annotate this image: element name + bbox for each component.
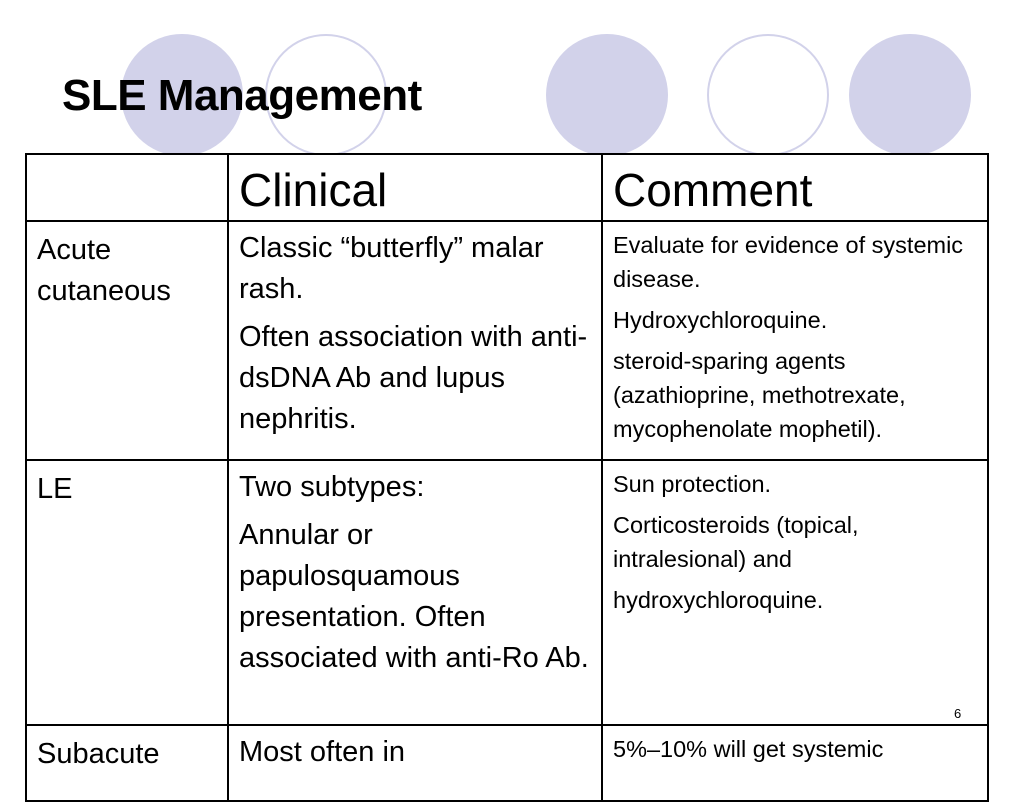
comment-text: steroid-sparing agents (azathioprine, methotrexate, mycophenolate mophetil). bbox=[613, 348, 906, 442]
clinical-text: Most often in bbox=[239, 736, 406, 768]
table-header-row bbox=[26, 154, 988, 221]
clinical-text: Classic “butterfly” malar rash. bbox=[239, 232, 544, 305]
row-label: Subacute bbox=[26, 725, 228, 801]
comment-text: 5%–10% will get systemic bbox=[613, 736, 884, 762]
row-label: Acute cutaneous bbox=[26, 221, 228, 460]
table-row bbox=[26, 460, 988, 725]
table-row bbox=[26, 725, 988, 801]
comment-cell bbox=[602, 221, 988, 460]
comment-text: Sun protection. bbox=[613, 471, 772, 497]
clinical-text: Annular or papulosquamous presentation. Often associated with anti-Ro Ab. bbox=[239, 519, 589, 674]
header-cell-empty bbox=[26, 154, 228, 221]
decorative-circle bbox=[707, 34, 829, 156]
comment-text: Corticosteroids (topical, intralesional) and bbox=[613, 512, 859, 572]
comment-text: Hydroxychloroquine. bbox=[613, 307, 828, 333]
comment-cell bbox=[602, 725, 988, 801]
page-number: 6 bbox=[954, 706, 962, 721]
header-cell-clinical: Clinical bbox=[228, 154, 602, 221]
comment-cell bbox=[602, 460, 988, 725]
header-cell-comment: Comment bbox=[602, 154, 988, 221]
table-row bbox=[26, 221, 988, 460]
clinical-cell bbox=[228, 460, 602, 725]
decorative-circle bbox=[546, 34, 668, 156]
clinical-text: Often association with anti-dsDNA Ab and lupus nephritis. bbox=[239, 321, 588, 435]
comment-text: Evaluate for evidence of systemic disease. bbox=[613, 232, 964, 292]
clinical-cell bbox=[228, 725, 602, 801]
clinical-text: Two subtypes: bbox=[239, 471, 425, 503]
comment-text: hydroxychloroquine. bbox=[613, 587, 824, 613]
decorative-circle bbox=[849, 34, 971, 156]
management-table bbox=[25, 153, 989, 802]
row-label: LE bbox=[26, 460, 228, 725]
clinical-cell bbox=[228, 221, 602, 460]
slide-title: SLE Management bbox=[62, 71, 422, 120]
